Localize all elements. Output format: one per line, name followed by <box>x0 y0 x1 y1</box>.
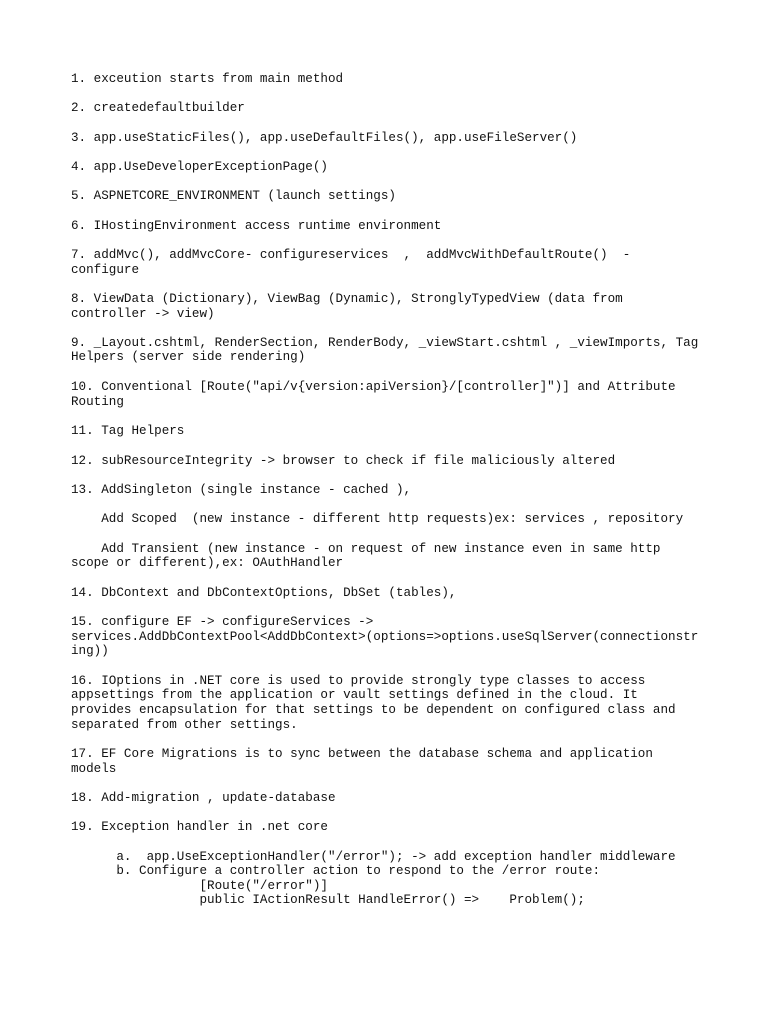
note-line: Add Scoped (new instance - different http requests)ex: services , repository <box>71 512 684 526</box>
note-line: scope or different),ex: OAuthHandler <box>71 556 344 570</box>
note-line: 3. app.useStaticFiles(), app.useDefaultFiles(), app.useFileServer() <box>71 131 578 145</box>
note-line: 8. ViewData (Dictionary), ViewBag (Dynamic), StronglyTypedView (data from <box>71 292 623 306</box>
note-line: 1. exceution starts from main method <box>71 72 344 86</box>
note-line: controller -> view) <box>71 307 215 321</box>
note-line: 15. configure EF -> configureServices -> <box>71 615 374 629</box>
note-line: appsettings from the application or vault settings defined in the cloud. It <box>71 688 638 702</box>
note-line: 12. subResourceIntegrity -> browser to check if file maliciously altered <box>71 454 616 468</box>
note-line: separated from other settings. <box>71 718 298 732</box>
note-line: public IActionResult HandleError() => Problem(); <box>71 893 585 907</box>
note-line: 13. AddSingleton (single instance - cached ), <box>71 483 412 497</box>
note-line: 2. createdefaultbuilder <box>71 101 245 115</box>
note-line: services.AddDbContextPool<AddDbContext>(options=>options.useSqlServer(connectionstr <box>71 630 699 644</box>
note-line: provides encapsulation for that settings to be dependent on configured class and <box>71 703 676 717</box>
note-line: 19. Exception handler in .net core <box>71 820 328 834</box>
note-line: ing)) <box>71 644 109 658</box>
note-line: Add Transient (new instance - on request of new instance even in same http <box>71 542 661 556</box>
note-line: 7. addMvc(), addMvcCore- configureservices , addMvcWithDefaultRoute() - <box>71 248 631 262</box>
note-line: Routing <box>71 395 124 409</box>
note-line: models <box>71 762 117 776</box>
note-line: [Route("/error")] <box>71 879 328 893</box>
note-line: 4. app.UseDeveloperExceptionPage() <box>71 160 328 174</box>
note-line: 10. Conventional [Route("api/v{version:apiVersion}/[controller]")] and Attribute <box>71 380 676 394</box>
note-line: 6. IHostingEnvironment access runtime environment <box>71 219 442 233</box>
note-line: configure <box>71 263 140 277</box>
note-line: 17. EF Core Migrations is to sync between the database schema and application <box>71 747 653 761</box>
note-line: Helpers (server side rendering) <box>71 350 306 364</box>
note-line: 5. ASPNETCORE_ENVIRONMENT (launch settings) <box>71 189 396 203</box>
note-line: 18. Add-migration , update-database <box>71 791 336 805</box>
note-line: 16. IOptions in .NET core is used to provide strongly type classes to access <box>71 674 646 688</box>
note-line: a. app.UseExceptionHandler("/error"); -> add exception handler middleware <box>71 850 676 864</box>
note-line: 11. Tag Helpers <box>71 424 185 438</box>
note-line: 14. DbContext and DbContextOptions, DbSet (tables), <box>71 586 457 600</box>
note-line: 9. _Layout.cshtml, RenderSection, RenderBody, _viewStart.cshtml , _viewImports, Tag <box>71 336 699 350</box>
note-line: b. Configure a controller action to respond to the /error route: <box>71 864 601 878</box>
